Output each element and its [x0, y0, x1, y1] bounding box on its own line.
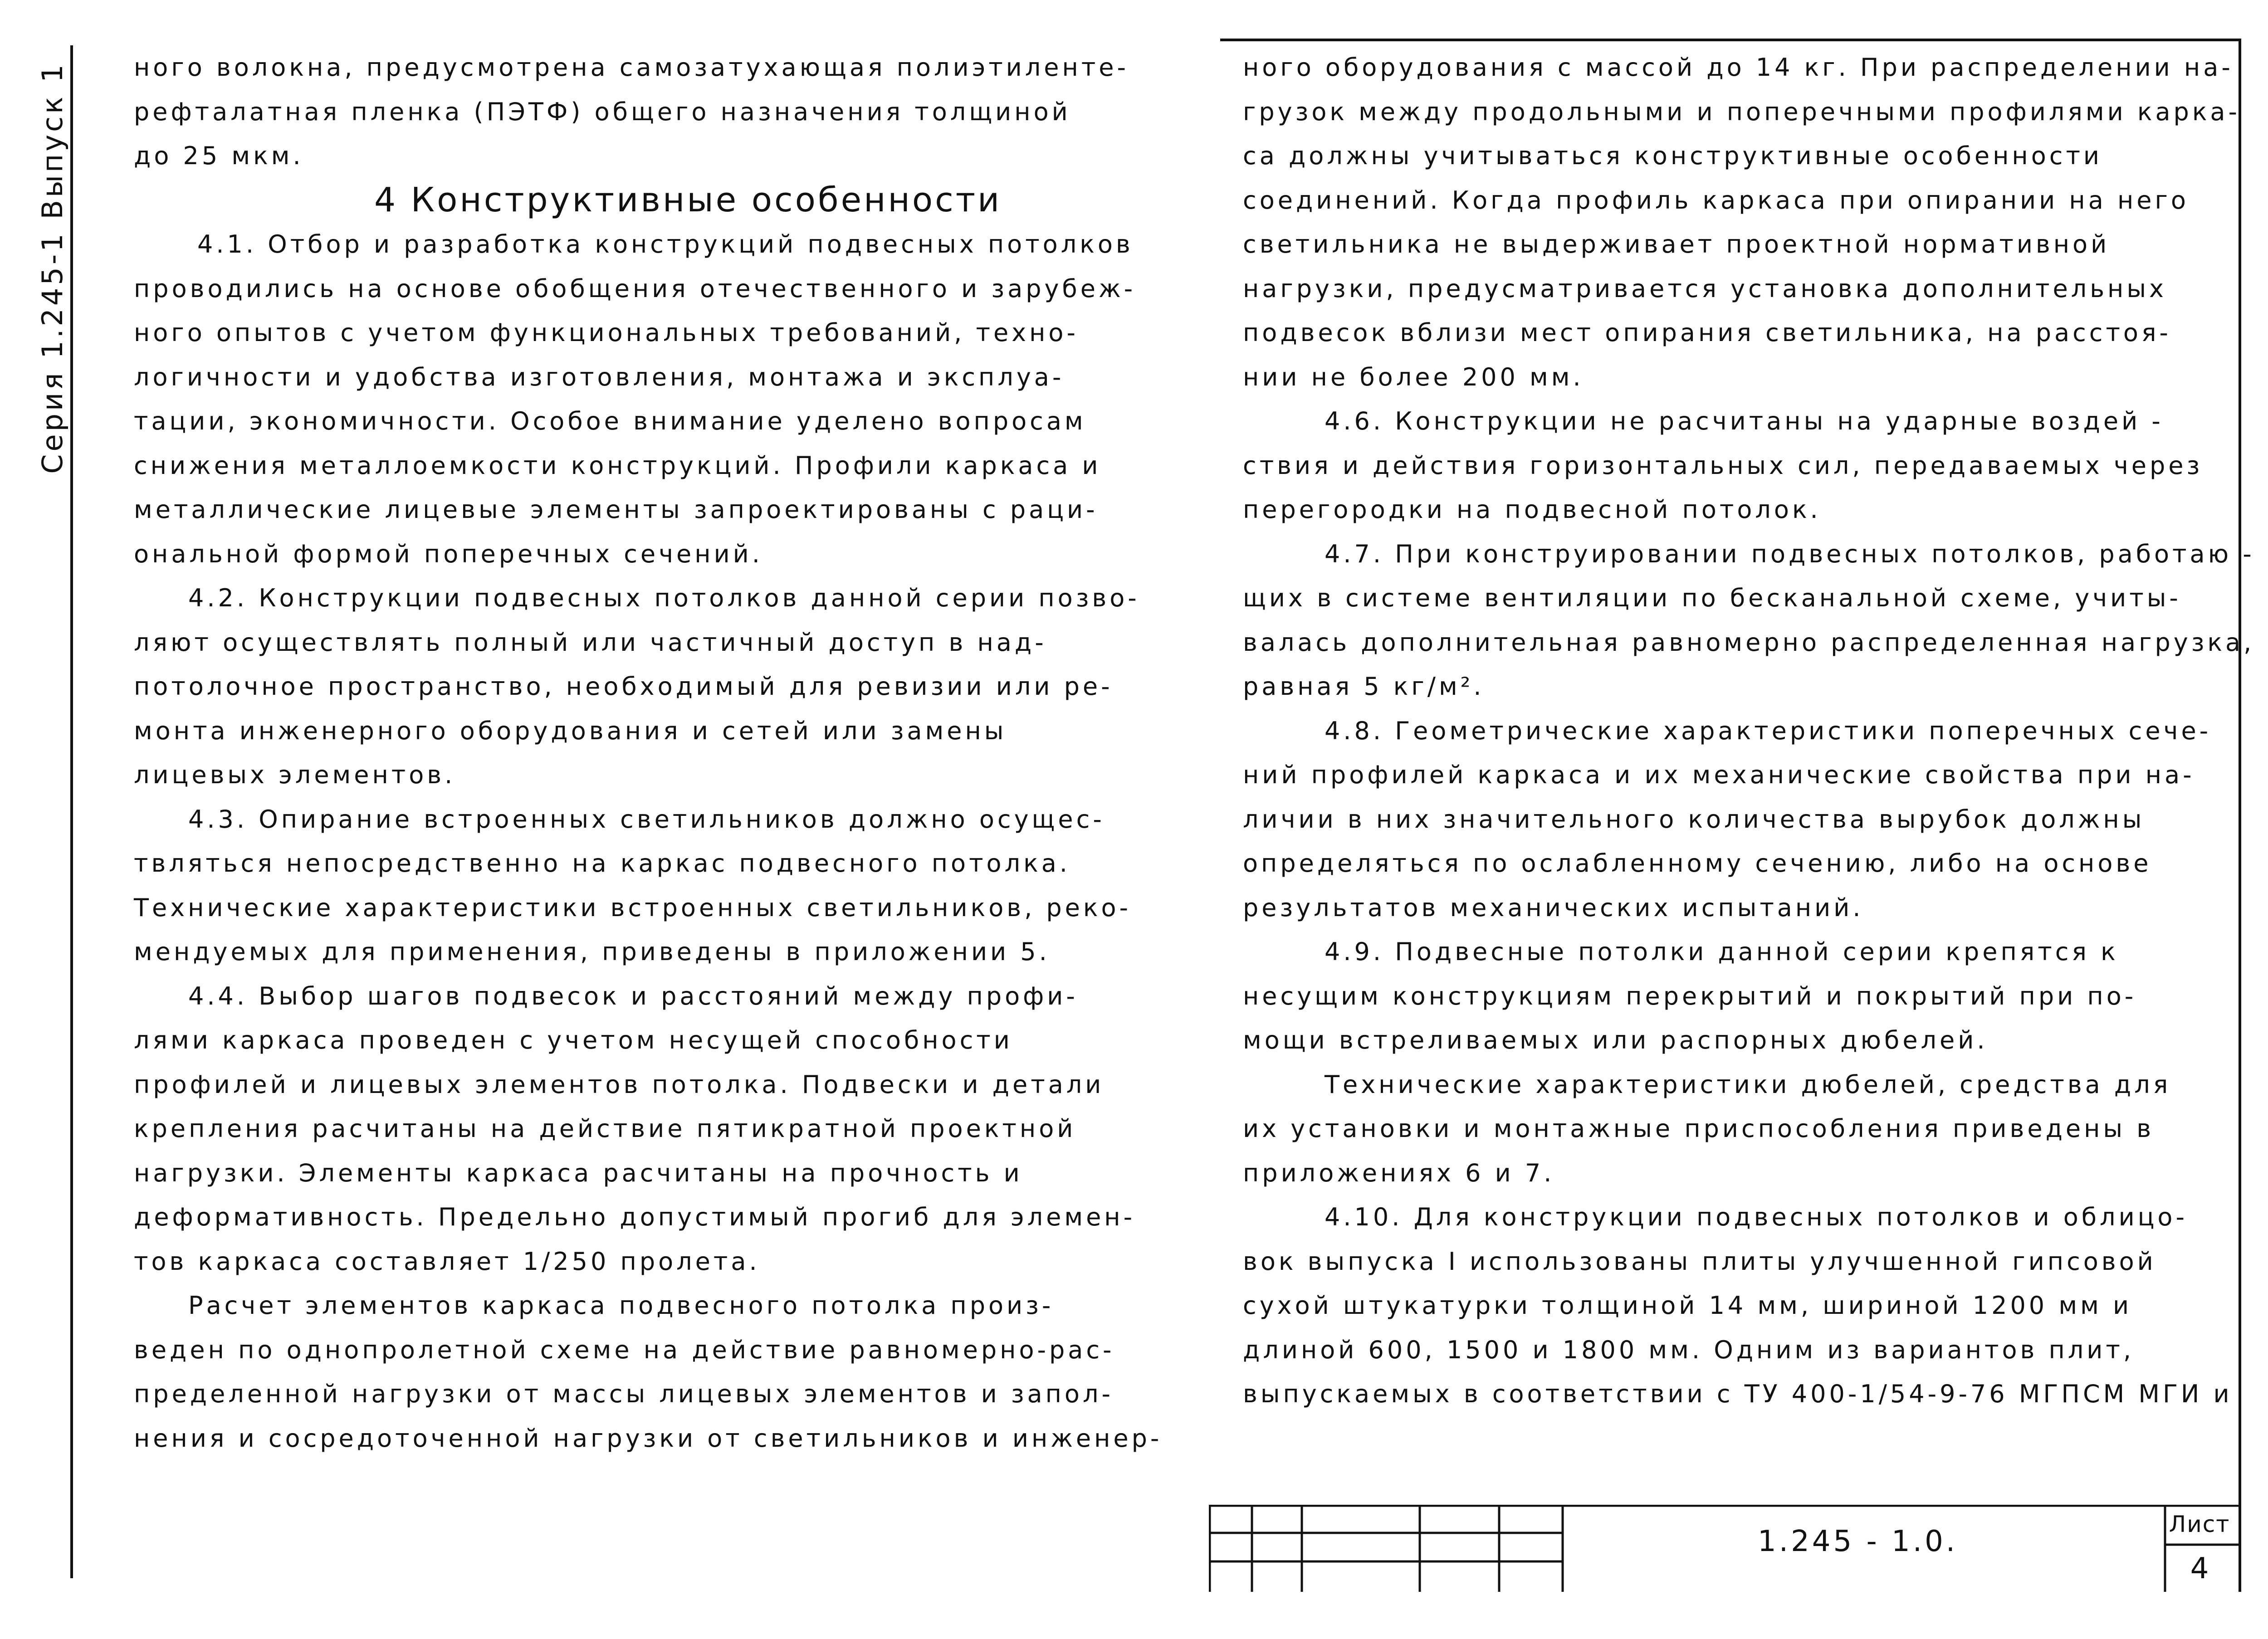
text-line: светильника не выдерживает проектной нормативной [1243, 230, 2110, 259]
text-line: до 25 мкм. [134, 141, 304, 170]
text-line: ний профилей каркаса и их механические свойства при на- [1243, 761, 2195, 789]
text-line: ствия и действия горизонтальных сил, передаваемых через [1243, 451, 2203, 480]
text-line: 4.10. Для конструкции подвесных потолков и облицо- [1325, 1203, 2188, 1231]
text-line: са должны учитываться конструктивные особенности [1243, 141, 2103, 170]
text-line: монта инженерного оборудования и сетей или замены [134, 716, 1007, 745]
text-line: грузок между продольными и поперечными профилями карка- [1243, 97, 2241, 126]
text-line: тов каркаса составляет 1/250 пролета. [134, 1247, 760, 1276]
text-line: 4.8. Геометрические характеристики поперечных сече- [1325, 716, 2212, 745]
right-text-column [1243, 45, 2255, 1416]
right-frame-line [2239, 39, 2241, 1592]
sheet-label: Лист [2169, 1511, 2230, 1537]
text-line: снижения металлоемкости конструкций. Профили каркаса и [134, 451, 1101, 480]
text-line: крепления расчитаны на действие пятикратной проектной [134, 1114, 1076, 1143]
text-line: 4.3. Опирание встроенных светильников должно осущес- [188, 805, 1105, 834]
text-line: металлические лицевые элементы запроектированы с раци- [134, 495, 1098, 524]
text-line: лицевых элементов. [134, 761, 456, 789]
text-line: тации, экономичности. Особое внимание уделено вопросам [134, 407, 1086, 435]
title-block-grid [1209, 1505, 2241, 1592]
text-line: проводились на основе обобщения отечественного и зарубеж- [134, 274, 1136, 303]
text-line: твляться непосредственно на каркас подвесного потолка. [134, 849, 1070, 878]
text-line: 4.9. Подвесные потолки данной серии крепятся к [1325, 937, 2119, 966]
document-code: 1.245 - 1.0. [1758, 1525, 1958, 1558]
sheet-number: 4 [2190, 1552, 2209, 1585]
text-line: личии в них значительного количества вырубок должны [1243, 805, 2145, 834]
text-line: вок выпуска I использованы плиты улучшенной гипсовой [1243, 1247, 2156, 1276]
side-series-text: Серия 1.245-1 Выпуск 1 [35, 61, 69, 474]
text-line: валась дополнительная равномерно распределенная нагрузка, [1243, 628, 2255, 657]
text-line: Расчет элементов каркаса подвесного потолка произ- [188, 1291, 1054, 1320]
text-line: Технические характеристики дюбелей, средства для [1325, 1070, 2171, 1099]
text-line: нения и сосредоточенной нагрузки от светильников и инженер- [134, 1424, 1163, 1453]
text-line: мендуемых для применения, приведены в приложении 5. [134, 937, 1050, 966]
text-line: сухой штукатурки толщиной 14 мм, шириной 1200 мм и [1243, 1291, 2132, 1320]
text-line: приложениях 6 и 7. [1243, 1158, 1555, 1187]
text-line: щих в системе вентиляции по бесканальной схеме, учиты- [1243, 584, 2181, 612]
text-line: ного оборудования с массой до 14 кг. При распределении на- [1243, 53, 2234, 82]
text-line: перегородки на подвесной потолок. [1243, 495, 1821, 524]
side-series-label [29, 41, 75, 494]
text-line: ляют осуществлять полный или частичный доступ в над- [134, 628, 1047, 657]
text-line: потолочное пространство, необходимый для ревизии или ре- [134, 672, 1113, 701]
text-line: ного волокна, предусмотрена самозатухающая полиэтиленте- [134, 53, 1129, 82]
top-frame-line [1220, 39, 2241, 41]
text-line: выпускаемых в соответствии с ТУ 400-1/54-9-76 МГПСМ МГИ и [1243, 1380, 2233, 1408]
left-margin-line [70, 45, 73, 1578]
text-line: ональной формой поперечных сечений. [134, 539, 763, 568]
text-line: мощи встреливаемых или распорных дюбелей. [1243, 1026, 1988, 1054]
text-line: определяться по ослабленному сечению, либо на основе [1243, 849, 2152, 878]
title-block [1209, 1505, 2241, 1592]
text-line: длиной 600, 1500 и 1800 мм. Одним из вариантов плит, [1243, 1335, 2135, 1364]
text-line: рефталатная пленка (ПЭТФ) общего назначения толщиной [134, 97, 1071, 126]
text-line: 4.2. Конструкции подвесных потолков данной серии позво- [188, 584, 1140, 612]
text-line: 4.1. Отбор и разработка конструкций подвесных потолков [197, 230, 1134, 259]
text-line: соединений. Когда профиль каркаса при опирании на него [1243, 185, 2189, 215]
text-line: Технические характеристики встроенных светильников, реко- [134, 893, 1132, 922]
text-line: 4.6. Конструкции не расчитаны на ударные воздей - [1325, 407, 2164, 435]
section-heading: 4 Конструктивные особенности [374, 180, 1002, 220]
text-line: логичности и удобства изготовления, монтажа и эксплуа- [134, 362, 1065, 391]
text-line: нии не более 200 мм. [1243, 362, 1584, 391]
text-line: нагрузки, предусматривается установка дополнительных [1243, 274, 2167, 303]
text-line: 4.4. Выбор шагов подвесок и расстояний между профи- [188, 981, 1078, 1010]
text-line: пределенной нагрузки от массы лицевых элементов и запол- [134, 1380, 1114, 1408]
text-line: лями каркаса проведен с учетом несущей способности [134, 1026, 1013, 1054]
text-line: ного опытов с учетом функциональных требований, техно- [134, 318, 1079, 347]
text-line: деформативность. Предельно допустимый прогиб для элемен- [134, 1203, 1136, 1231]
left-text-column [102, 45, 1163, 1460]
text-line: веден по однопролетной схеме на действие равномерно-рас- [134, 1335, 1115, 1364]
text-line: нагрузки. Элементы каркаса расчитаны на прочность и [134, 1158, 1023, 1187]
text-line: их установки и монтажные приспособления приведены в [1243, 1114, 2155, 1143]
text-line: результатов механических испытаний. [1243, 893, 1864, 922]
text-line: равная 5 кг/м². [1243, 672, 1485, 701]
text-line: несущим конструкциям перекрытий и покрытий при по- [1243, 981, 2137, 1010]
text-line: 4.7. При конструировании подвесных потолков, работаю - [1325, 539, 2255, 568]
text-line: профилей и лицевых элементов потолка. Подвески и детали [134, 1070, 1105, 1099]
text-line: подвесок вблизи мест опирания светильника, на расстоя- [1243, 318, 2171, 347]
